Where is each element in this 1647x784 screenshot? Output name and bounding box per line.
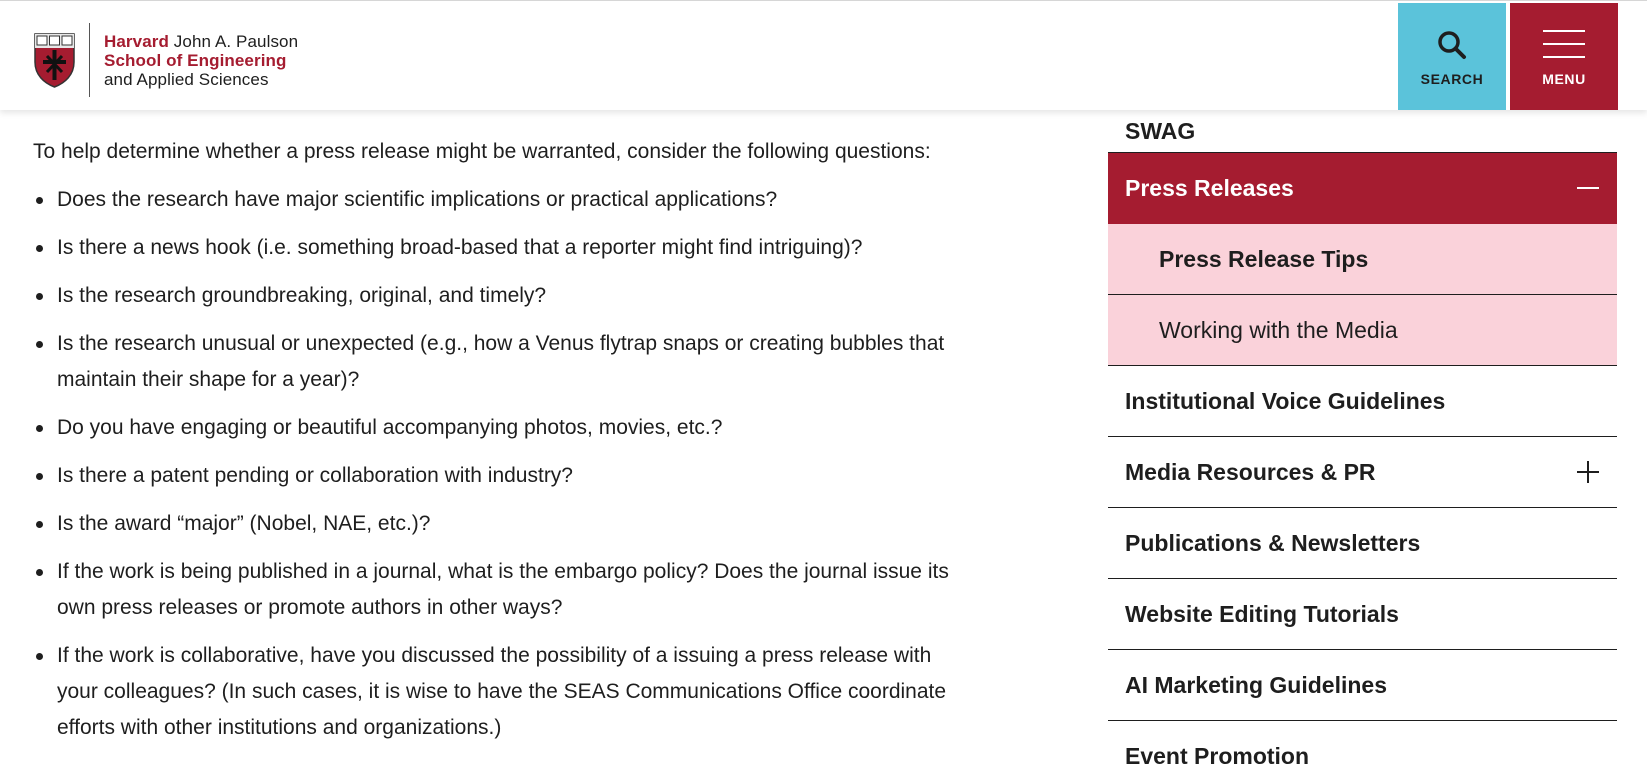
logo-harvard: Harvard — [104, 31, 169, 51]
site-header — [0, 0, 1647, 110]
list-item: Is there a news hook (i.e. something broad-based that a reporter might find intriguing)? — [33, 230, 953, 266]
nav-item-working-with-media[interactable] — [1108, 295, 1617, 366]
nav-item-label: SWAG — [1125, 117, 1196, 144]
nav-item-website-editing[interactable] — [1108, 579, 1617, 650]
nav-item-label: Institutional Voice Guidelines — [1125, 387, 1446, 414]
list-item: Is there a patent pending or collaboration with industry? — [33, 458, 953, 494]
site-logo[interactable] — [33, 23, 298, 97]
list-item: Is the award “major” (Nobel, NAE, etc.)? — [33, 506, 953, 542]
nav-item-label: Website Editing Tutorials — [1125, 600, 1399, 627]
nav-item-media-resources[interactable] — [1108, 437, 1617, 508]
nav-item-press-releases[interactable] — [1108, 153, 1617, 224]
nav-item-label: Working with the Media — [1159, 316, 1398, 343]
logo-applied-sciences: and Applied Sciences — [104, 69, 269, 89]
minus-icon[interactable] — [1577, 177, 1599, 199]
nav-item-label: Press Release Tips — [1159, 245, 1369, 272]
main-content — [33, 134, 953, 758]
nav-item-institutional-voice[interactable] — [1108, 366, 1617, 437]
nav-item-ai-marketing[interactable] — [1108, 650, 1617, 721]
logo-school: School of Engineering — [104, 50, 287, 70]
nav-item-event-promotion[interactable] — [1108, 721, 1617, 784]
menu-label: MENU — [1542, 71, 1586, 87]
menu-button[interactable] — [1510, 3, 1618, 110]
nav-item-label: Press Releases — [1125, 174, 1294, 201]
nav-item-label: Event Promotion — [1125, 743, 1310, 769]
plus-icon[interactable] — [1577, 461, 1599, 483]
intro-text: To help determine whether a press release might be warranted, consider the following questions: — [33, 140, 931, 163]
questions-list — [33, 182, 953, 746]
nav-item-label: AI Marketing Guidelines — [1125, 671, 1387, 698]
nav-item-label: Publications & Newsletters — [1125, 529, 1421, 556]
logo-divider — [89, 23, 90, 97]
nav-item-label: Media Resources & PR — [1125, 458, 1376, 485]
logo-wordmark — [104, 32, 298, 89]
hamburger-icon — [1543, 30, 1585, 56]
list-item: Is the research groundbreaking, original, and timely? — [33, 278, 953, 314]
list-item: Do you have engaging or beautiful accompanying photos, movies, etc.? — [33, 410, 953, 446]
logo-paulson: John A. Paulson — [173, 31, 299, 51]
harvard-shield-icon — [33, 32, 76, 88]
list-item: Is the research unusual or unexpected (e.g., how a Venus flytrap snaps or creating bubbles that maintain their shape for a year)? — [33, 326, 953, 398]
nav-item-publications[interactable] — [1108, 508, 1617, 579]
list-item: If the work is being published in a journal, what is the embargo policy? Does the journal issue its own press releases or promote authors in other ways? — [33, 554, 953, 626]
list-item: Does the research have major scientific implications or practical applications? — [33, 182, 953, 218]
search-label: SEARCH — [1420, 71, 1484, 87]
side-navigation — [1108, 90, 1617, 784]
search-button[interactable] — [1398, 3, 1506, 110]
list-item: If the work is collaborative, have you discussed the possibility of a issuing a press release with your colleagues? (In such cases, it is wise to have the SEAS Communications Office coordinate efforts with other institutions and organizations.) — [33, 638, 953, 746]
search-icon — [1437, 30, 1467, 60]
nav-item-press-release-tips[interactable] — [1108, 224, 1617, 295]
